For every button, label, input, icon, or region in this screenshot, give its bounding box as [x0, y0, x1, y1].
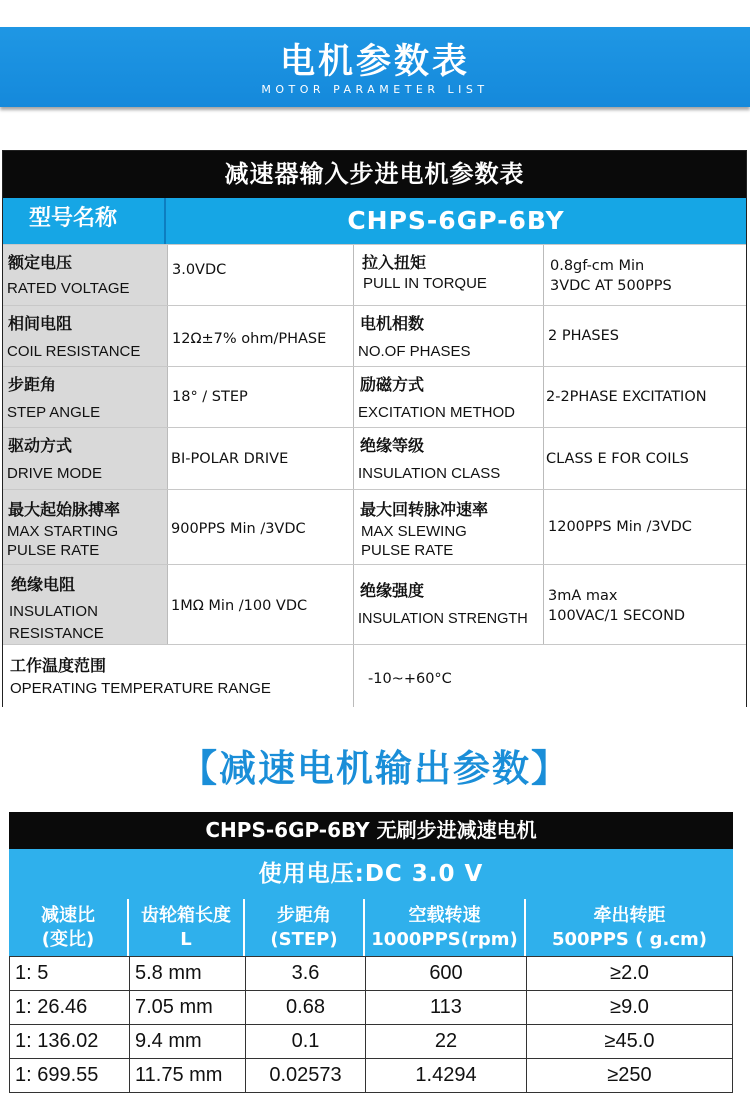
param-value-cell	[544, 245, 746, 306]
param-value-cell	[168, 490, 354, 565]
no-load-speed-cell: 22	[365, 1025, 526, 1058]
param-value: 900PPS Min /3VDC	[171, 521, 306, 537]
column-header-line1: 空载转速	[408, 905, 481, 926]
param-label-en: DRIVE MODE	[7, 465, 103, 482]
table1-row	[3, 564, 746, 645]
table-row	[9, 991, 733, 1025]
table1-row	[3, 644, 746, 707]
param-label-en: INSULATION RESISTANCE	[9, 603, 104, 642]
column-header-line2: L	[180, 929, 192, 950]
column-header-line1: 步距角	[277, 905, 331, 926]
page-title: 电机参数表	[279, 42, 470, 82]
param-value: 0.8gf-cm Min 3VDC AT 500PPS	[550, 258, 672, 294]
param-label-cn: 步距角	[8, 375, 57, 394]
column-header	[526, 899, 733, 956]
column-header-line1: 减速比	[41, 905, 95, 926]
param-label-en: PULL IN TORQUE	[363, 275, 487, 292]
column-header	[9, 899, 129, 956]
param-label-en: INSULATION STRENGTH	[358, 611, 528, 627]
param-value-cell	[168, 565, 354, 645]
param-label-cn: 相间电阻	[8, 314, 73, 333]
column-header-line1: 牵出转距	[593, 905, 666, 926]
column-header-line2: (变比)	[41, 929, 95, 950]
param-value: 12Ω±7% ohm/PHASE	[172, 331, 327, 347]
table2-body	[9, 956, 733, 1093]
param-value: 3mA max 100VAC/1 SECOND	[548, 588, 686, 624]
param-label-cell	[3, 490, 168, 565]
pull-out-torque-cell: ≥45.0	[526, 1025, 733, 1058]
param-value-cell	[168, 245, 354, 306]
gearbox-length-cell: 5.8 mm	[129, 957, 245, 990]
param-label-cell	[354, 245, 544, 306]
step-angle-cell: 3.6	[245, 957, 365, 990]
param-label-cell	[3, 565, 168, 645]
table1-row	[3, 366, 746, 428]
table1-row	[3, 244, 746, 306]
param-value-cell	[168, 306, 354, 367]
param-value-cell	[544, 565, 746, 645]
column-header	[365, 899, 526, 956]
gearbox-length-cell: 11.75 mm	[129, 1059, 245, 1092]
param-label-en: NO.OF PHASES	[358, 343, 471, 360]
param-label-cell	[354, 490, 544, 565]
param-label-en: COIL RESISTANCE	[7, 343, 141, 360]
param-value-cell	[544, 428, 746, 490]
section-title: 【减速电机输出参数】	[180, 747, 570, 790]
pull-out-torque-cell: ≥250	[526, 1059, 733, 1092]
no-load-speed-cell: 600	[365, 957, 526, 990]
param-value-cell	[544, 490, 746, 565]
column-header-line2: 500PPS ( g.cm)	[551, 929, 708, 950]
table2-header-row	[9, 899, 733, 956]
param-label-cn: 驱动方式	[8, 436, 73, 455]
no-load-speed-cell: 113	[365, 991, 526, 1024]
param-value-cell	[168, 367, 354, 428]
column-header-line1: 齿轮箱长度	[141, 905, 231, 926]
param-label-cell	[354, 367, 544, 428]
table1-row	[3, 489, 746, 565]
column-header	[129, 899, 245, 956]
param-label-cell	[3, 645, 354, 707]
param-label-cn: 最大回转脉冲速率	[360, 500, 489, 519]
table1-row	[3, 305, 746, 367]
step-angle-cell: 0.68	[245, 991, 365, 1024]
param-value-cell	[168, 428, 354, 490]
param-label-en: RATED VOLTAGE	[7, 280, 130, 297]
param-label-cell	[3, 245, 168, 306]
param-label-en: STEP ANGLE	[7, 404, 101, 421]
param-value: 3.0VDC	[172, 262, 227, 278]
param-value: -10~+60°C	[368, 671, 452, 687]
param-label-cell	[354, 306, 544, 367]
page-subtitle: MOTOR PARAMETER LIST	[261, 83, 489, 96]
gearbox-length-cell: 7.05 mm	[129, 991, 245, 1024]
table-row	[9, 1059, 733, 1093]
param-label-en: EXCITATION METHOD	[358, 404, 515, 421]
voltage-label: 使用电压:DC 3.0 V	[9, 849, 733, 899]
param-value: 2 PHASES	[548, 328, 619, 344]
step-angle-cell: 0.1	[245, 1025, 365, 1058]
param-value: 1MΩ Min /100 VDC	[171, 598, 308, 614]
param-label-cn: 最大起始脉搏率	[8, 500, 121, 519]
model-name-value: CHPS-6GP-6BY	[166, 198, 746, 244]
param-label-cn: 绝缘等级	[360, 436, 425, 455]
table1-row	[3, 427, 746, 490]
column-header-line2: 1000PPS(rpm)	[371, 929, 518, 950]
table2-heading: CHPS-6GP-6BY 无刷步进减速电机	[9, 812, 733, 849]
no-load-speed-cell: 1.4294	[365, 1059, 526, 1092]
pull-out-torque-cell: ≥2.0	[526, 957, 733, 990]
param-label-cell	[354, 565, 544, 645]
param-label-cell	[3, 428, 168, 490]
column-header	[245, 899, 365, 956]
param-value-cell	[544, 367, 746, 428]
table-row	[9, 957, 733, 991]
output-parameter-table	[9, 812, 733, 1086]
param-label-cn: 拉入扭矩	[362, 253, 427, 272]
param-label-cn: 绝缘电阻	[11, 575, 76, 594]
ratio-cell: 1: 136.02	[9, 1025, 129, 1058]
param-value: 2-2PHASE EXCITATION	[546, 389, 707, 405]
ratio-cell: 1: 5	[9, 957, 129, 990]
input-motor-parameter-table	[2, 150, 747, 707]
header-banner	[0, 27, 750, 107]
param-label-en: OPERATING TEMPERATURE RANGE	[10, 680, 271, 697]
param-label-cell	[3, 306, 168, 367]
ratio-cell: 1: 699.55	[9, 1059, 129, 1092]
param-label-cn: 励磁方式	[360, 375, 425, 394]
step-angle-cell: 0.02573	[245, 1059, 365, 1092]
param-label-cn: 额定电压	[8, 253, 73, 272]
param-value: CLASS E FOR COILS	[546, 451, 689, 467]
param-label-cn: 工作温度范围	[10, 656, 107, 675]
param-value: 18° / STEP	[172, 389, 248, 405]
param-label-cell	[3, 367, 168, 428]
param-label-en: MAX STARTING PULSE RATE	[7, 523, 119, 559]
gearbox-length-cell: 9.4 mm	[129, 1025, 245, 1058]
ratio-cell: 1: 26.46	[9, 991, 129, 1024]
param-label-cell	[354, 428, 544, 490]
pull-out-torque-cell: ≥9.0	[526, 991, 733, 1024]
param-value-cell	[354, 645, 746, 707]
param-label-cn: 电机相数	[360, 314, 425, 333]
param-label-cn: 绝缘强度	[360, 581, 425, 600]
param-label-en: INSULATION CLASS	[358, 465, 501, 482]
param-label-en: MAX SLEWING PULSE RATE	[361, 523, 467, 559]
column-header-line2: (STEP)	[270, 929, 338, 950]
param-value: 1200PPS Min /3VDC	[548, 519, 692, 535]
table1-heading: 减速器输入步进电机参数表	[3, 151, 746, 198]
param-value: BI-POLAR DRIVE	[171, 451, 289, 467]
model-name-label: 型号名称	[3, 198, 166, 244]
table-row	[9, 1025, 733, 1059]
param-value-cell	[544, 306, 746, 367]
